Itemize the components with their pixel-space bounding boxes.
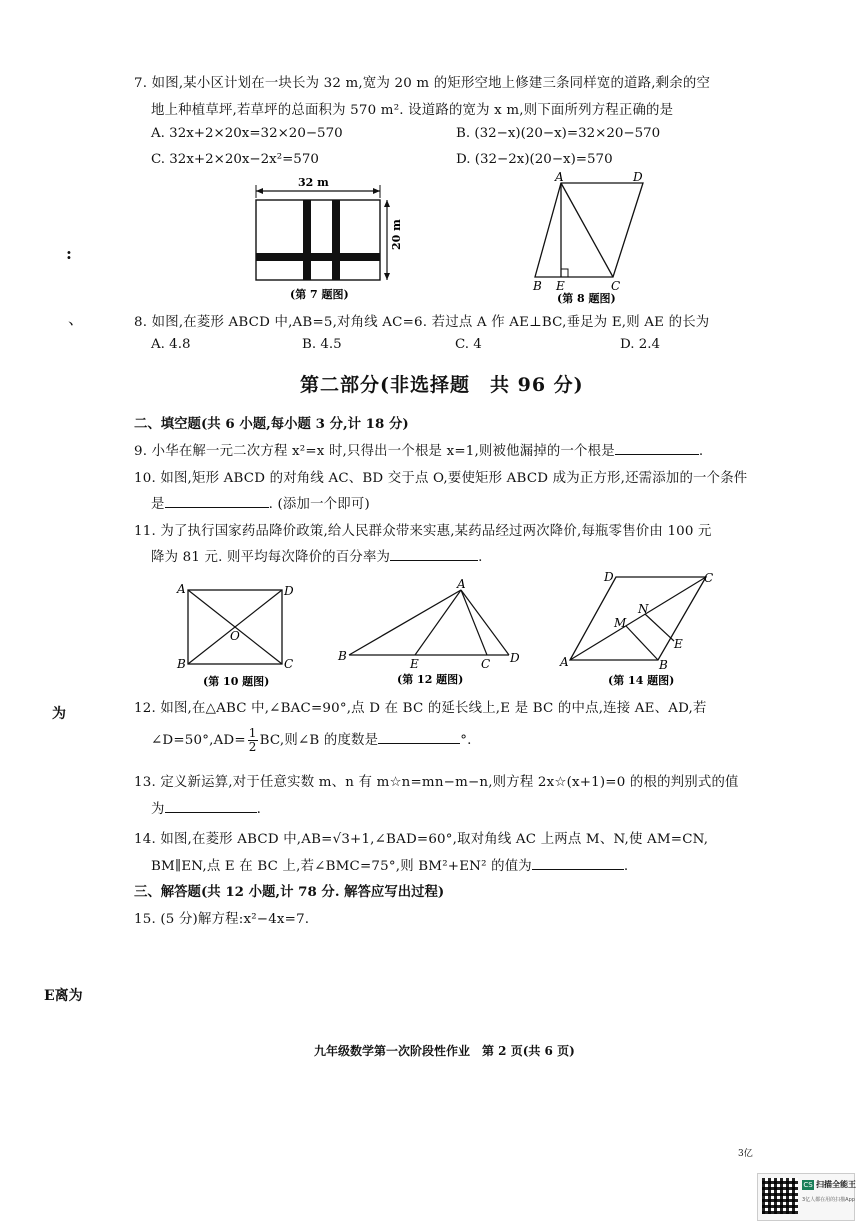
figure-8-label-d: D bbox=[633, 170, 643, 184]
margin-mark: : bbox=[66, 244, 72, 263]
question-9-end: . bbox=[698, 444, 704, 459]
question-12-line1: 12. 如图,在△ABC 中,∠BAC=90°,点 D 在 BC 的延长线上,E 是 BC 的中点,连接 AE、AD,若 bbox=[134, 701, 707, 716]
question-7-line2: 地上种植草坪,若草坪的总面积为 570 m². 设道路的宽为 x m,则下面所列方程正确的是 bbox=[151, 103, 674, 118]
figure-14-label-d: D bbox=[604, 570, 614, 584]
figure-14-label-c: C bbox=[704, 571, 714, 585]
figure-14-label-e: E bbox=[674, 637, 683, 651]
margin-mark: 为 bbox=[52, 706, 66, 722]
question-8-option-a: A. 4.8 bbox=[151, 337, 191, 352]
figure-12-label-e: E bbox=[410, 657, 419, 671]
question-13-line2-end: . bbox=[256, 802, 262, 817]
scanner-app-name: 扫描全能王 bbox=[816, 1180, 856, 1189]
figure-8-label-b: B bbox=[533, 279, 542, 293]
question-7-option-a: A. 32x+2×20x=32×20−570 bbox=[151, 126, 343, 141]
question-13-line2 bbox=[151, 798, 261, 817]
figure-10-label-a: A bbox=[177, 582, 186, 596]
question-8-option-c: C. 4 bbox=[455, 337, 482, 352]
question-13-line2-start: 为 bbox=[151, 802, 165, 817]
question-11-line2 bbox=[151, 546, 483, 565]
figure-12-label-b: B bbox=[338, 649, 347, 663]
question-9-text: 9. 小华在解一元二次方程 x²=x 时,只得出一个根是 x=1,则被他漏掉的一个根是 bbox=[134, 444, 615, 459]
figure-7-height-label: 20 m bbox=[390, 219, 403, 250]
figure-12-label-c: C bbox=[481, 657, 491, 671]
fraction-numerator: 1 bbox=[248, 726, 257, 740]
question-10-line2-end: . (添加一个即可) bbox=[268, 497, 370, 512]
page-footer: 九年级数学第一次阶段性作业 第 2 页(共 6 页) bbox=[314, 1044, 575, 1058]
question-12-line2 bbox=[151, 727, 472, 754]
corner-mark: 3亿 bbox=[738, 1149, 753, 1159]
figure-10-label-o: O bbox=[230, 629, 240, 643]
figure-12-caption: (第 12 题图) bbox=[397, 673, 464, 686]
figure-10 bbox=[170, 578, 310, 690]
question-15: 15. (5 分)解方程:x²−4x=7. bbox=[134, 912, 310, 927]
figure-12-label-d: D bbox=[510, 651, 520, 665]
scanner-tagline: 3亿人都在用的扫描App bbox=[802, 1197, 855, 1203]
question-7-line1: 7. 如图,某小区计划在一块长为 32 m,宽为 20 m 的矩形空地上修建三条同样宽的道路,剩余的空 bbox=[134, 76, 711, 91]
question-7-option-c: C. 32x+2×20x−2x²=570 bbox=[151, 152, 319, 167]
question-12-line2-end: °. bbox=[460, 733, 472, 748]
figure-10-caption: (第 10 题图) bbox=[203, 675, 270, 688]
qr-code-icon bbox=[762, 1178, 798, 1214]
question-8-text: 8. 如图,在菱形 ABCD 中,AB=5,对角线 AC=6. 若过点 A 作 AE⊥BC,垂足为 E,则 AE 的长为 bbox=[134, 315, 710, 330]
part-2-title: 第二部分(非选择题 共 96 分) bbox=[300, 374, 584, 396]
section-2-heading: 二、填空题(共 6 小题,每小题 3 分,计 18 分) bbox=[134, 416, 409, 432]
question-14-line2-start: BM∥EN,点 E 在 BC 上,若∠BMC=75°,则 BM²+EN² 的值为 bbox=[151, 859, 532, 874]
question-10-line2 bbox=[151, 493, 370, 512]
figure-14-label-a: A bbox=[560, 655, 569, 669]
answer-blank bbox=[532, 855, 624, 870]
question-8-option-d: D. 2.4 bbox=[620, 337, 661, 352]
figure-14-label-b: B bbox=[659, 658, 668, 672]
figure-10-label-c: C bbox=[284, 657, 294, 671]
figure-8 bbox=[525, 170, 655, 305]
question-12-line2-mid: BC,则∠B 的度数是 bbox=[259, 733, 379, 748]
question-13-line1: 13. 定义新运算,对于任意实数 m、n 有 m☆n=mn−m−n,则方程 2x☆(x+1)=0 的根的判别式的值 bbox=[134, 775, 739, 790]
figure-8-caption: (第 8 题图) bbox=[557, 292, 616, 305]
answer-blank bbox=[165, 493, 269, 508]
figure-7-caption: (第 7 题图) bbox=[290, 288, 349, 301]
scanner-watermark bbox=[757, 1173, 855, 1221]
answer-blank bbox=[615, 440, 699, 455]
question-9 bbox=[134, 440, 703, 459]
figure-14-label-n: N bbox=[638, 602, 649, 616]
question-11-line2-end: . bbox=[478, 550, 483, 565]
margin-mark: E离为 bbox=[44, 988, 83, 1004]
figure-8-label-c: C bbox=[611, 279, 621, 293]
figure-12 bbox=[333, 578, 533, 690]
figure-8-label-e: E bbox=[556, 279, 565, 293]
margin-mark: 、 bbox=[68, 309, 85, 328]
question-8-option-b: B. 4.5 bbox=[302, 337, 342, 352]
fraction-one-half bbox=[248, 727, 258, 754]
question-14-line2-end: . bbox=[623, 859, 629, 874]
figure-7 bbox=[248, 172, 418, 302]
question-10-line2-start: 是 bbox=[151, 497, 165, 512]
fraction-denominator: 2 bbox=[248, 740, 257, 754]
question-11-line1: 11. 为了执行国家药品降价政策,给人民群众带来实惠,某药品经过两次降价,每瓶零售价由 100 元 bbox=[134, 524, 712, 539]
section-3-heading: 三、解答题(共 12 小题,计 78 分. 解答应写出过程) bbox=[134, 884, 445, 900]
figure-14-caption: (第 14 题图) bbox=[608, 674, 675, 687]
question-7-option-d: D. (32−2x)(20−x)=570 bbox=[456, 152, 613, 167]
question-10-line1: 10. 如图,矩形 ABCD 的对角线 AC、BD 交于点 O,要使矩形 ABCD 成为正方形,还需添加的一个条件 bbox=[134, 471, 748, 486]
figure-14-label-m: M bbox=[614, 616, 627, 630]
scanner-logo-icon: CS bbox=[803, 1181, 813, 1189]
figure-14 bbox=[558, 566, 728, 690]
question-7-option-b: B. (32−x)(20−x)=32×20−570 bbox=[456, 126, 661, 141]
answer-blank bbox=[390, 546, 478, 561]
figure-10-label-b: B bbox=[177, 657, 186, 671]
question-12-line2-start: ∠D=50°,AD= bbox=[151, 733, 246, 748]
figure-12-label-a: A bbox=[457, 578, 466, 591]
answer-blank bbox=[165, 798, 257, 813]
figure-8-label-a: A bbox=[555, 170, 564, 184]
question-14-line1: 14. 如图,在菱形 ABCD 中,AB=√3+1,∠BAD=60°,取对角线 AC 上两点 M、N,使 AM=CN, bbox=[134, 832, 709, 847]
figure-7-width-label: 32 m bbox=[298, 176, 329, 189]
question-14-line2 bbox=[151, 855, 628, 874]
question-11-line2-start: 降为 81 元. 则平均每次降价的百分率为 bbox=[151, 550, 391, 565]
answer-blank bbox=[378, 729, 460, 744]
figure-10-label-d: D bbox=[284, 584, 294, 598]
